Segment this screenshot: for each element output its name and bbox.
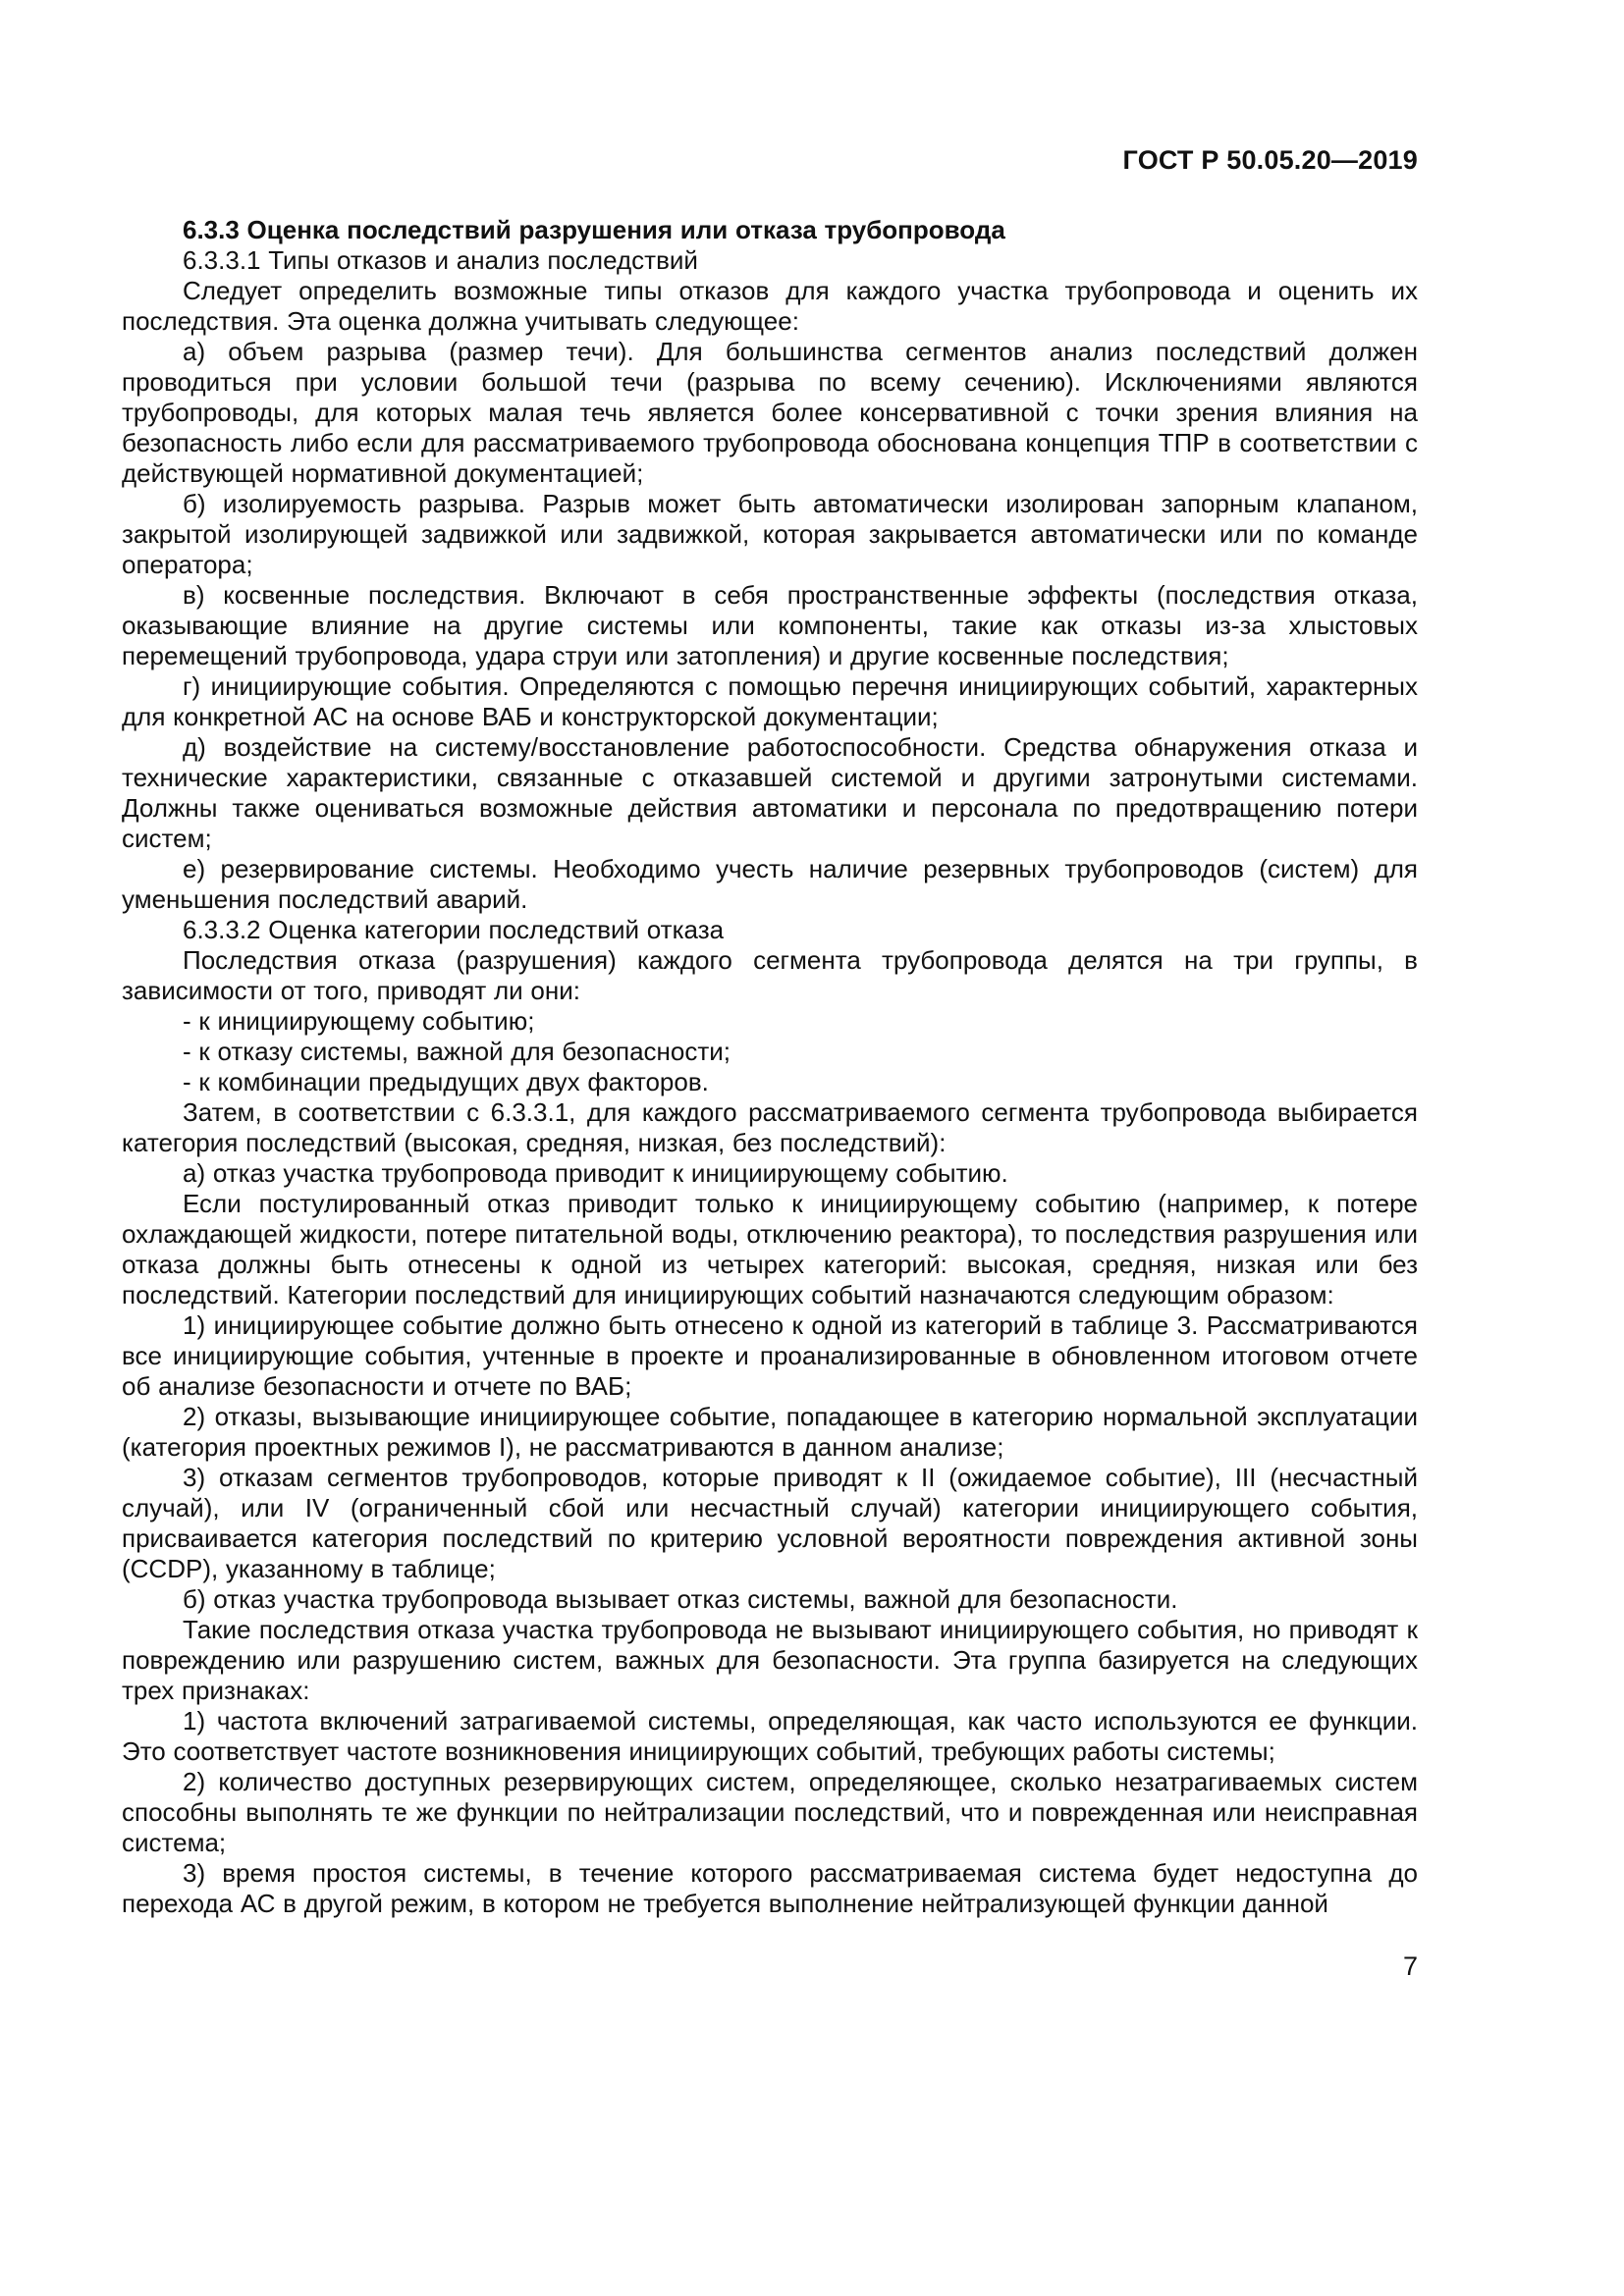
paragraph-item-a2: а) отказ участка трубопровода приводит к инициирующему событию.	[183, 1158, 1008, 1188]
paragraph-item-1: 1) инициирующее событие должно быть отнесено к одной из категорий в таблице 3. Рассматриваются все инициирующие события, учтенные в проекте и проанализированные в обновленном итоговом отчете об анализе безопасности и отчете по ВАБ;	[122, 1310, 1418, 1401]
paragraph-item-e: е) резервирование системы. Необходимо учесть наличие резервных трубопроводов (систем) для уменьшения последствий аварий.	[122, 854, 1418, 914]
subsection-heading-6-3-3-1: 6.3.3.1 Типы отказов и анализ последствий	[183, 245, 698, 275]
paragraph: Если постулированный отказ приводит только к инициирующему событию (например, к потере охлаждающей жидкости, потере питательной воды, отключению реактора), то последствия разрушения или отказа должны быть отнесены к одной из четырех категорий: высокая, средняя, низкая или без последствий. Категории последствий для инициирующих событий назначаются следующим образом:	[122, 1189, 1418, 1309]
paragraph: Такие последствия отказа участка трубопровода не вызывают инициирующего события, но приводят к повреждению или разрушению систем, важных для безопасности. Эта группа базируется на следующих трех признаках:	[122, 1615, 1418, 1705]
paragraph: Последствия отказа (разрушения) каждого сегмента трубопровода делятся на три группы, в зависимости от того, приводят ли они:	[122, 945, 1418, 1005]
document-header: ГОСТ Р 50.05.20—2019	[1122, 145, 1418, 175]
list-item-dash: - к отказу системы, важной для безопасности;	[183, 1037, 731, 1066]
paragraph-item-1b: 1) частота включений затрагиваемой системы, определяющая, как часто используются ее функции. Это соответствует частоте возникновения инициирующих событий, требующих работы системы;	[122, 1706, 1418, 1766]
paragraph-item-3: 3) отказам сегментов трубопроводов, которые приводят к II (ожидаемое событие), III (несчастный случай), или IV (ограниченный сбой или несчастный случай) категории инициирующего события, присваивается категория последствий по критерию условной вероятности повреждения активной зоны (CCDP), указанному в таблице;	[122, 1463, 1418, 1583]
paragraph-item-a: а) объем разрыва (размер течи). Для большинства сегментов анализ последствий должен проводиться при условии большой течи (разрыва по всему сечению). Исключениями являются трубопроводы, для которых малая течь является более консервативной с точки зрения влияния на безопасность либо если для рассматриваемого трубопровода обоснована концепция ТПР в соответствии с действующей нормативной документацией;	[122, 337, 1418, 488]
paragraph-item-g: г) инициирующие события. Определяются с помощью перечня инициирующих событий, характерных для конкретной АС на основе ВАБ и конструкторской документации;	[122, 671, 1418, 731]
document-content	[122, 145, 1418, 1919]
paragraph-item-b: б) изолируемость разрыва. Разрыв может быть автоматически изолирован запорным клапаном, закрытой изолирующей задвижкой или задвижкой, которая закрывается автоматически или по команде оператора;	[122, 489, 1418, 579]
paragraph-item-v: в) косвенные последствия. Включают в себя пространственные эффекты (последствия отказа, оказывающие влияние на другие системы или компоненты, такие как отказы из-за хлыстовых перемещений трубопровода, удара струи или затопления) и другие косвенные последствия;	[122, 580, 1418, 670]
section-heading-6-3-3: 6.3.3 Оценка последствий разрушения или отказа трубопровода	[183, 215, 1005, 244]
page-number: 7	[1402, 1951, 1418, 1981]
list-item-dash: - к комбинации предыдущих двух факторов.	[183, 1067, 709, 1096]
paragraph-item-d: д) воздействие на систему/восстановление работоспособности. Средства обнаружения отказа и технические характеристики, связанные с отказавшей системой и другими затронутыми системами. Должны также оцениваться возможные действия автоматики и персонала по предотвращению потери систем;	[122, 732, 1418, 853]
subsection-heading-6-3-3-2: 6.3.3.2 Оценка категории последствий отказа	[183, 915, 725, 944]
paragraph-item-2: 2) отказы, вызывающие инициирующее событие, попадающее в категорию нормальной эксплуатации (категория проектных режимов I), не рассматриваются в данном анализе;	[122, 1402, 1418, 1462]
paragraph-item-b2: б) отказ участка трубопровода вызывает отказ системы, важной для безопасности.	[183, 1584, 1178, 1614]
paragraph: Следует определить возможные типы отказов для каждого участка трубопровода и оценить их последствия. Эта оценка должна учитывать следующее:	[122, 276, 1418, 336]
list-item-dash: - к инициирующему событию;	[183, 1006, 535, 1036]
paragraph-item-2b: 2) количество доступных резервирующих систем, определяющее, сколько незатрагиваемых систем способны выполнять те же функции по нейтрализации последствий, что и поврежденная или неисправная система;	[122, 1767, 1418, 1857]
paragraph-item-3b: 3) время простоя системы, в течение которого рассматриваемая система будет недоступна до перехода АС в другой режим, в котором не требуется выполнение нейтрализующей функции данной	[122, 1858, 1418, 1918]
paragraph: Затем, в соответствии с 6.3.3.1, для каждого рассматриваемого сегмента трубопровода выбирается категория последствий (высокая, средняя, низкая, без последствий):	[122, 1097, 1418, 1157]
